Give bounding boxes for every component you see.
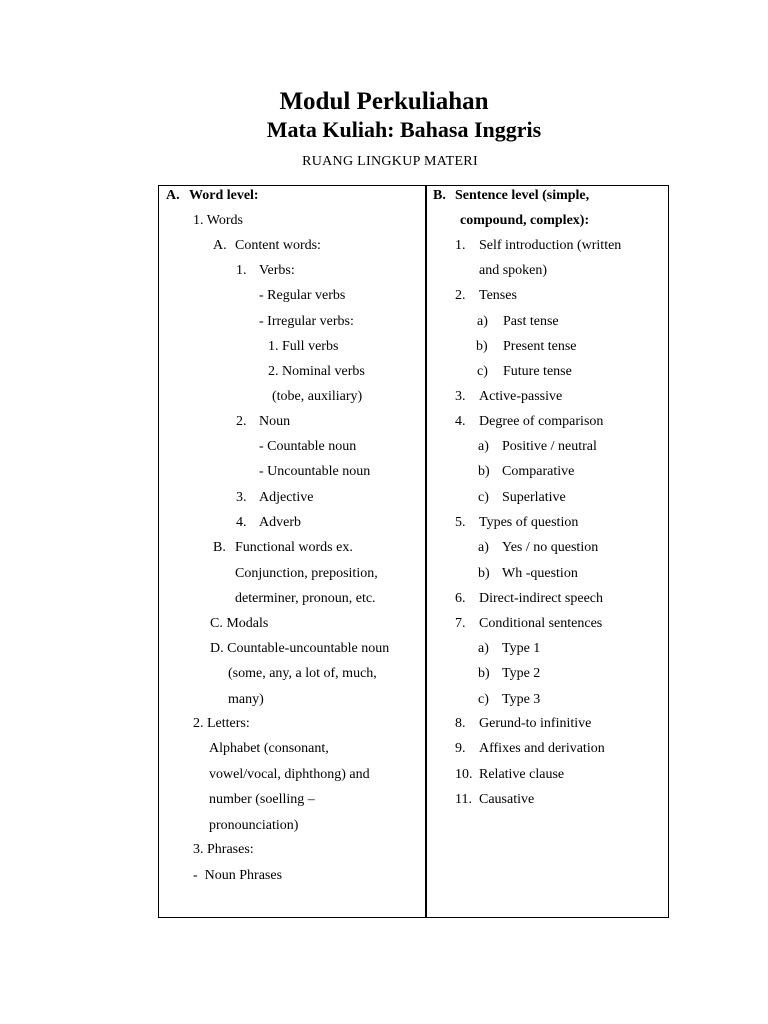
- sub-item-comparative: Comparative: [502, 464, 575, 479]
- left-heading-marker: A.: [166, 188, 180, 203]
- sub-item-present-tense: Present tense: [503, 339, 577, 354]
- item-number: 3.: [455, 389, 466, 404]
- letters-line3: number (soelling –: [209, 792, 315, 807]
- item-number: 5.: [455, 515, 466, 530]
- verbs-label: Verbs:: [259, 263, 295, 278]
- sub-item-marker: a): [477, 314, 488, 329]
- nominal-verbs: 2. Nominal verbs: [268, 364, 365, 379]
- functional-words-line1: Functional words ex.: [235, 540, 353, 555]
- phrases-label: 3. Phrases:: [193, 842, 254, 857]
- sub-item-marker: a): [478, 641, 489, 656]
- sub-item-wh-question: Wh -question: [502, 566, 578, 581]
- adverb-label: Adverb: [259, 515, 301, 530]
- letters-line4: pronounciation): [209, 818, 299, 833]
- countable-uncountable-line1: D. Countable-uncountable noun: [210, 641, 390, 656]
- item-number: 2.: [455, 288, 466, 303]
- item-gerund-to-infinitive: Gerund-to infinitive: [479, 716, 592, 731]
- functional-words-line2: Conjunction, preposition,: [235, 566, 378, 581]
- item-direct-indirect-speech: Direct-indirect speech: [479, 591, 603, 606]
- sub-item-yes-no-question: Yes / no question: [502, 540, 599, 555]
- item-number: 11.: [455, 792, 472, 807]
- sub-item-type-2: Type 2: [502, 666, 541, 681]
- countable-uncountable-line3: many): [228, 692, 264, 707]
- right-heading-line2: compound, complex):: [460, 213, 590, 228]
- sub-item-positive: Positive / neutral: [502, 439, 597, 454]
- letters-label: 2. Letters:: [193, 716, 250, 731]
- sub-item-marker: b): [476, 339, 488, 354]
- adverb-marker: 4.: [236, 515, 247, 530]
- item-tenses: Tenses: [479, 288, 517, 303]
- modals: C. Modals: [210, 616, 269, 631]
- item-degree-of-comparison: Degree of comparison: [479, 414, 604, 429]
- noun-marker: 2.: [236, 414, 247, 429]
- sub-item-marker: c): [478, 692, 489, 707]
- sub-item-marker: b): [478, 464, 490, 479]
- sub-item-marker: a): [478, 540, 489, 555]
- functional-words-marker: B.: [213, 540, 226, 555]
- item-number: 9.: [455, 741, 466, 756]
- item-number: 6.: [455, 591, 466, 606]
- document-subtitle: Mata Kuliah: Bahasa Inggris: [266, 117, 542, 142]
- right-heading-marker: B.: [433, 188, 446, 203]
- sub-item-past-tense: Past tense: [503, 314, 559, 329]
- item-number: 7.: [455, 616, 466, 631]
- section-heading: RUANG LINGKUP MATERI: [302, 154, 478, 169]
- sub-item-type-3: Type 3: [502, 692, 541, 707]
- adjective-marker: 3.: [236, 490, 247, 505]
- countable-noun: - Countable noun: [259, 439, 357, 454]
- sub-item-superlative: Superlative: [502, 490, 566, 505]
- item-causative: Causative: [479, 792, 535, 807]
- item-relative-clause: Relative clause: [479, 767, 565, 782]
- document-title: Modul Perkuliahan: [279, 88, 489, 115]
- sub-item-marker: c): [478, 490, 489, 505]
- item-active-passive: Active-passive: [479, 389, 563, 404]
- content-words-label: Content words:: [235, 238, 321, 253]
- irregular-verbs: - Irregular verbs:: [259, 314, 354, 329]
- right-heading-line1: Sentence level (simple,: [455, 188, 590, 203]
- nominal-verbs-note: (tobe, auxiliary): [272, 389, 363, 404]
- full-verbs: 1. Full verbs: [268, 339, 339, 354]
- uncountable-noun: - Uncountable noun: [259, 464, 371, 479]
- item-number: 1.: [455, 238, 466, 253]
- letters-line2: vowel/vocal, diphthong) and: [209, 767, 370, 782]
- noun-label: Noun: [259, 414, 291, 429]
- sub-item-marker: b): [478, 666, 490, 681]
- item-number: 4.: [455, 414, 466, 429]
- words-label: 1. Words: [193, 213, 243, 228]
- item-self-introduction-cont: and spoken): [479, 263, 548, 278]
- sub-item-future-tense: Future tense: [503, 364, 572, 379]
- sub-item-marker: a): [478, 439, 489, 454]
- left-heading: Word level:: [189, 188, 259, 203]
- functional-words-line3: determiner, pronoun, etc.: [235, 591, 376, 606]
- regular-verbs: - Regular verbs: [259, 288, 346, 303]
- item-types-of-question: Types of question: [479, 515, 579, 530]
- item-conditional-sentences: Conditional sentences: [479, 616, 603, 631]
- item-self-introduction: Self introduction (written: [479, 238, 622, 253]
- sub-item-marker: b): [478, 566, 490, 581]
- content-words-marker: A.: [213, 238, 227, 253]
- countable-uncountable-line2: (some, any, a lot of, much,: [228, 666, 377, 681]
- column-divider: [425, 185, 427, 918]
- sub-item-type-1: Type 1: [502, 641, 541, 656]
- adjective-label: Adjective: [259, 490, 314, 505]
- sub-item-marker: c): [477, 364, 488, 379]
- noun-phrases: - Noun Phrases: [193, 868, 283, 883]
- item-number: 10.: [455, 767, 473, 782]
- letters-line1: Alphabet (consonant,: [209, 741, 329, 756]
- item-affixes-derivation: Affixes and derivation: [479, 741, 605, 756]
- verbs-marker: 1.: [236, 263, 247, 278]
- item-number: 8.: [455, 716, 466, 731]
